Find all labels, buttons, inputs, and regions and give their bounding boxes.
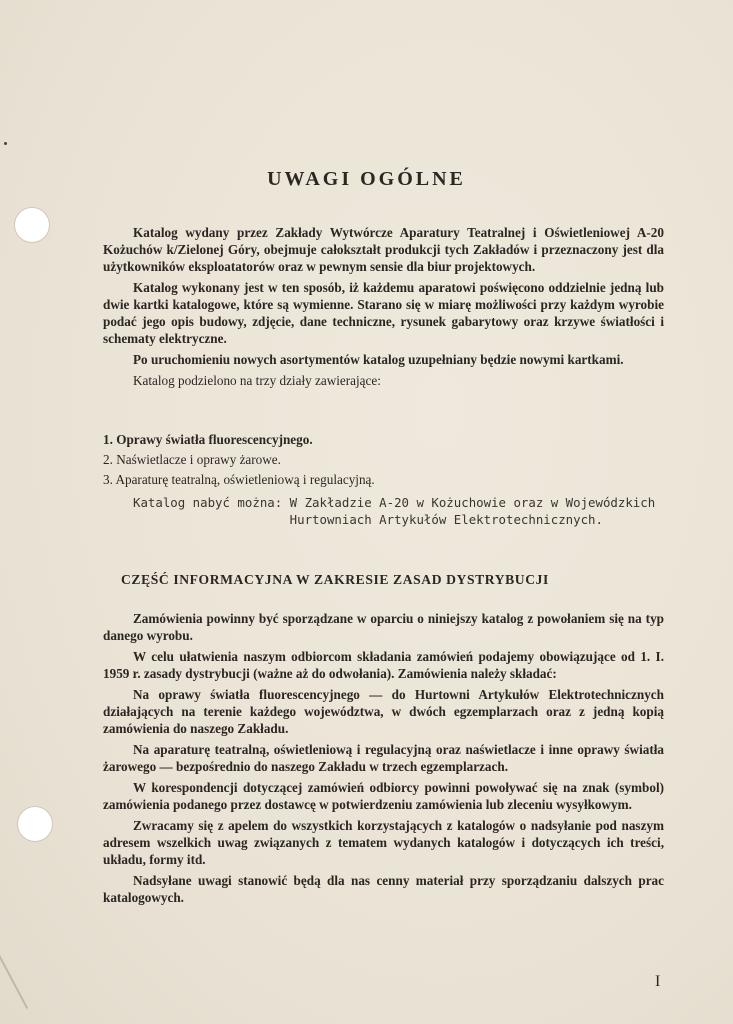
list-item: 2. Naświetlacze i oprawy żarowe. (103, 452, 281, 467)
distribution-paragraph: Zamówienia powinny być sporządzane w oparciu o niniejszy katalog z powołaniem się na typ danego wyrobu. (103, 611, 664, 643)
purchase-address: W Zakładzie A-20 w Kożuchowie oraz w Wojewódzkich Hurtowniach Artykułów Elektrotechnicznych. (289, 495, 656, 527)
punch-hole-top (14, 207, 50, 243)
distribution-paragraph: W celu ułatwienia naszym odbiorcom składania zamówień podajemy obowiązujące od 1. I. 1959 r. zasady dystrybucji (ważne aż do odwołania). Zamówienia należy składać: (103, 649, 664, 681)
sections-list (103, 431, 664, 491)
list-item: 1. Oprawy światła fluorescencyjnego. (103, 432, 313, 447)
page-fold-mark (0, 955, 28, 1009)
distribution-paragraph: Na aparaturę teatralną, oświetleniową i regulacyjną oraz naświetlacze i inne oprawy światła żarowego — bezpośrednio do naszego Zakładu w trzech egzemplarzach. (103, 742, 664, 774)
purchase-label: Katalog nabyć można: (133, 495, 290, 510)
distribution-paragraph: Zwracamy się z apelem do wszystkich korzystających z katalogów o nadsyłanie pod naszym adresem wszelkich uwag związanych z tematem wydanych katalogów i dotyczących ich treści, układu, formy itd. (103, 818, 664, 867)
intro-paragraph-2: Katalog wykonany jest w ten sposób, iż każdemu aparatowi poświęcono oddzielnie jedną lub dwie kartki katalogowe, które są wymienne. Starano się w miarę możliwości przy każdym wyrobie podać jego opis budowy, zdjęcie, dane techniczne, rysunek gabarytowy oraz krzywe światłości i schematy elektryczne. (103, 280, 664, 346)
distribution-heading: CZĘŚĆ INFORMACYJNA W ZAKRESIE ZASAD DYSTRYBUCJI (121, 572, 549, 587)
purchase-info (133, 494, 663, 528)
list-item: 3. Aparaturę teatralną, oświetleniową i regulacyjną. (103, 472, 375, 487)
page-number: I (655, 973, 661, 990)
ink-spot (4, 142, 7, 145)
distribution-paragraph: Na oprawy światła fluorescencyjnego — do Hurtowni Artykułów Elektrotechnicznych działających na terenie każdego województwa, w dwóch egzemplarzach oraz z jedną kopią zamówienia do naszego Zakładu. (103, 687, 664, 736)
intro-paragraph-4: Katalog podzielono na trzy działy zawierające: (133, 373, 381, 388)
intro-paragraph-1: Katalog wydany przez Zakłady Wytwórcze Aparatury Teatralnej i Oświetleniowej A-20 Kożuchów k/Zielonej Góry, obejmuje całokształt produkcji tych Zakładów i przeznaczony jest dla użytkowników eksploatatorów oraz w pewnym sensie dla biur projektowych. (103, 225, 664, 274)
page-title: UWAGI OGÓLNE (267, 168, 466, 190)
distribution-section (103, 610, 664, 906)
distribution-paragraph: Nadsyłane uwagi stanowić będą dla nas cenny materiał przy sporządzaniu dalszych prac katalogowych. (103, 873, 664, 905)
intro-paragraph-3: Po uruchomieniu nowych asortymentów katalog uzupełniany będzie nowymi kartkami. (133, 352, 624, 367)
intro-section (103, 224, 664, 389)
distribution-paragraph: W korespondencji dotyczącej zamówień odbiorcy powinni powoływać się na znak (symbol) zamówienia podanego przez dostawcę w potwierdzeniu zamówienia lub zleceniu wysyłkowym. (103, 780, 664, 812)
punch-hole-bottom (17, 806, 53, 842)
